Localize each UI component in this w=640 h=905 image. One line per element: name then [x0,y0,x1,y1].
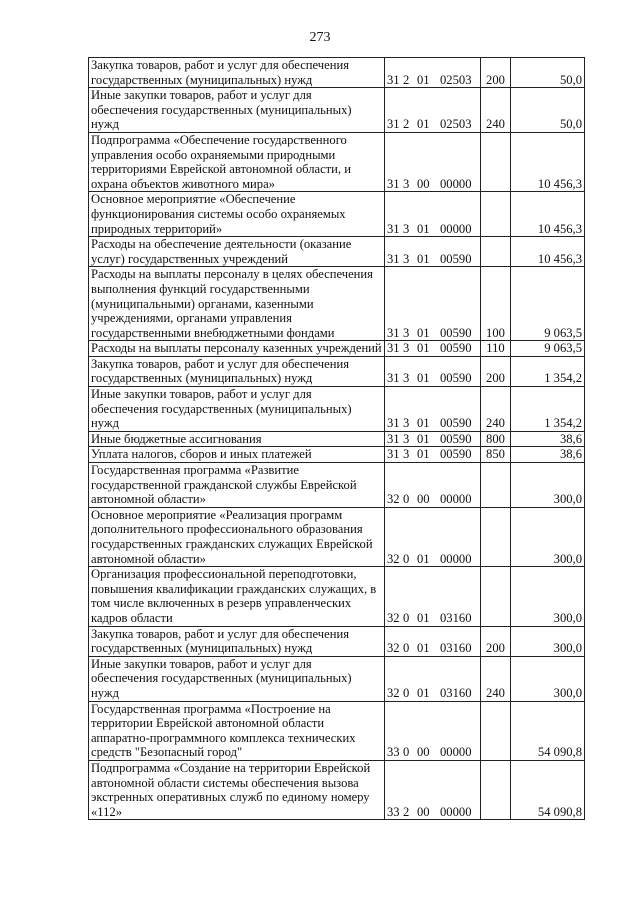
code-segment: 32 [387,610,400,625]
amount-cell: 54 090,8 [511,760,585,819]
code-segment: 3 [403,221,410,236]
expense-name-cell: Закупка товаров, работ и услуг для обеспечения государственных (муниципальных) нужд [89,58,385,88]
amount-cell: 1 354,2 [511,356,585,386]
code-segment: 31 [387,117,400,132]
code-segment: 0 [403,745,410,760]
target-article-code-cell [385,567,481,626]
budget-table-body [89,58,585,820]
expense-type-cell: 200 [481,356,511,386]
expense-type-cell: 200 [481,58,511,88]
expense-name-cell: Иные бюджетные ассигнования [89,431,385,447]
code-segment: 00000 [440,551,472,566]
code-segment: 3 [403,325,410,340]
amount-cell: 300,0 [511,626,585,656]
code-segment: 00590 [440,341,472,356]
expense-type-cell: 800 [481,431,511,447]
amount-cell: 9 063,5 [511,341,585,357]
target-article-code-cell [385,760,481,819]
table-row [89,192,585,237]
expense-name-cell: Государственная программа «Развитие государственной гражданской службы Еврейской автономной области» [89,463,385,508]
expense-type-cell: 100 [481,267,511,341]
table-row [89,463,585,508]
table-row [89,626,585,656]
budget-table [88,57,585,820]
code-segment: 00590 [440,416,472,431]
table-row [89,656,585,701]
code-segment: 00000 [440,176,472,191]
code-segment: 00000 [440,745,472,760]
code-segment: 0 [403,551,410,566]
code-segment: 0 [403,685,410,700]
code-segment: 3 [403,447,410,462]
code-segment: 2 [403,804,410,819]
code-segment: 31 [387,371,400,386]
code-segment: 3 [403,176,410,191]
code-segment: 0 [403,492,410,507]
code-segment: 00 [417,176,430,191]
target-article-code-cell [385,192,481,237]
target-article-code-cell [385,88,481,133]
code-segment: 0 [403,610,410,625]
expense-name-cell: Иные закупки товаров, работ и услуг для обеспечения государственных (муниципальных) нужд [89,88,385,133]
table-row [89,356,585,386]
target-article-code-cell [385,356,481,386]
code-segment: 02503 [440,117,472,132]
expense-type-cell: 240 [481,387,511,432]
expense-name-cell: Расходы на выплаты персоналу в целях обеспечения выполнения функций государственными (муниципальными) органами, казенными учреждениями, органами управления государственными внебюджетными фондами [89,267,385,341]
amount-cell: 300,0 [511,656,585,701]
expense-name-cell: Закупка товаров, работ и услуг для обеспечения государственных (муниципальных) нужд [89,356,385,386]
code-segment: 3 [403,341,410,356]
expense-type-cell: 240 [481,656,511,701]
expense-type-cell [481,507,511,566]
amount-cell: 9 063,5 [511,267,585,341]
page-number: 273 [309,30,331,45]
table-row [89,58,585,88]
code-segment: 01 [417,551,430,566]
table-row [89,431,585,447]
code-segment: 03160 [440,610,472,625]
code-segment: 01 [417,641,430,656]
target-article-code-cell [385,237,481,267]
table-row [89,447,585,463]
target-article-code-cell [385,132,481,191]
code-segment: 3 [403,431,410,446]
code-segment: 00590 [440,447,472,462]
code-segment: 32 [387,551,400,566]
expense-type-cell: 850 [481,447,511,463]
table-row [89,267,585,341]
code-segment: 00590 [440,371,472,386]
target-article-code-cell [385,463,481,508]
expense-name-cell: Основное мероприятие «Обеспечение функционирования системы особо охраняемых природных территорий» [89,192,385,237]
code-segment: 31 [387,447,400,462]
amount-cell: 300,0 [511,507,585,566]
table-row [89,507,585,566]
expense-name-cell: Закупка товаров, работ и услуг для обеспечения государственных (муниципальных) нужд [89,626,385,656]
table-row [89,701,585,760]
code-segment: 01 [417,325,430,340]
code-segment: 31 [387,176,400,191]
amount-cell: 54 090,8 [511,701,585,760]
expense-type-cell [481,760,511,819]
code-segment: 2 [403,117,410,132]
code-segment: 33 [387,745,400,760]
amount-cell: 1 354,2 [511,387,585,432]
code-segment: 32 [387,685,400,700]
code-segment: 31 [387,221,400,236]
code-segment: 32 [387,492,400,507]
code-segment: 00000 [440,804,472,819]
code-segment: 01 [417,685,430,700]
table-row [89,237,585,267]
expense-type-cell [481,567,511,626]
code-segment: 3 [403,416,410,431]
target-article-code-cell [385,267,481,341]
code-segment: 31 [387,251,400,266]
code-segment: 00 [417,745,430,760]
code-segment: 00 [417,492,430,507]
code-segment: 01 [417,341,430,356]
code-segment: 01 [417,251,430,266]
code-segment: 31 [387,341,400,356]
code-segment: 00590 [440,431,472,446]
expense-type-cell [481,132,511,191]
code-segment: 00 [417,804,430,819]
expense-type-cell [481,192,511,237]
amount-cell: 10 456,3 [511,237,585,267]
expense-name-cell: Подпрограмма «Создание на территории Еврейской автономной области системы обеспечения вызова экстренных оперативных служб по единому номеру «112» [89,760,385,819]
expense-type-cell: 200 [481,626,511,656]
table-row [89,132,585,191]
code-segment: 02503 [440,72,472,87]
code-segment: 0 [403,641,410,656]
code-segment: 00000 [440,221,472,236]
expense-name-cell: Подпрограмма «Обеспечение государственного управления особо охраняемыми природными территориями Еврейской автономной области, и охрана объектов животного мира» [89,132,385,191]
table-row [89,387,585,432]
code-segment: 31 [387,72,400,87]
expense-name-cell: Уплата налогов, сборов и иных платежей [89,447,385,463]
expense-type-cell: 110 [481,341,511,357]
table-row [89,760,585,819]
expense-type-cell [481,463,511,508]
code-segment: 03160 [440,641,472,656]
code-segment: 3 [403,251,410,266]
code-segment: 01 [417,416,430,431]
code-segment: 01 [417,447,430,462]
table-row [89,567,585,626]
expense-name-cell: Расходы на выплаты персоналу казенных учреждений [89,341,385,357]
code-segment: 33 [387,804,400,819]
expense-type-cell: 240 [481,88,511,133]
amount-cell: 10 456,3 [511,192,585,237]
amount-cell: 50,0 [511,88,585,133]
code-segment: 3 [403,371,410,386]
code-segment: 31 [387,325,400,340]
amount-cell: 300,0 [511,463,585,508]
expense-name-cell: Государственная программа «Построение на территории Еврейской автономной области аппаратно-программного комплекса технических средств "Безопасный город" [89,701,385,760]
code-segment: 00590 [440,325,472,340]
expense-name-cell: Иные закупки товаров, работ и услуг для обеспечения государственных (муниципальных) нужд [89,656,385,701]
expense-type-cell [481,237,511,267]
code-segment: 01 [417,431,430,446]
target-article-code-cell [385,701,481,760]
target-article-code-cell [385,447,481,463]
code-segment: 31 [387,431,400,446]
code-segment: 01 [417,610,430,625]
amount-cell: 50,0 [511,58,585,88]
expense-name-cell: Организация профессиональной переподготовки, повышения квалификации гражданских служащих, в том числе включенных в резерв управленческих кадров области [89,567,385,626]
target-article-code-cell [385,507,481,566]
amount-cell: 38,6 [511,431,585,447]
code-segment: 01 [417,117,430,132]
expense-name-cell: Расходы на обеспечение деятельности (оказание услуг) государственных учреждений [89,237,385,267]
target-article-code-cell [385,387,481,432]
expense-name-cell: Иные закупки товаров, работ и услуг для обеспечения государственных (муниципальных) нужд [89,387,385,432]
amount-cell: 300,0 [511,567,585,626]
table-row [89,341,585,357]
table-row [89,88,585,133]
target-article-code-cell [385,58,481,88]
code-segment: 03160 [440,685,472,700]
target-article-code-cell [385,626,481,656]
code-segment: 00000 [440,492,472,507]
code-segment: 31 [387,416,400,431]
code-segment: 32 [387,641,400,656]
amount-cell: 10 456,3 [511,132,585,191]
expense-type-cell [481,701,511,760]
code-segment: 2 [403,72,410,87]
target-article-code-cell [385,341,481,357]
expense-name-cell: Основное мероприятие «Реализация программ дополнительного профессионального образования государственных гражданских служащих Еврейской автономной области» [89,507,385,566]
target-article-code-cell [385,431,481,447]
code-segment: 00590 [440,251,472,266]
amount-cell: 38,6 [511,447,585,463]
code-segment: 01 [417,72,430,87]
code-segment: 01 [417,371,430,386]
code-segment: 01 [417,221,430,236]
target-article-code-cell [385,656,481,701]
